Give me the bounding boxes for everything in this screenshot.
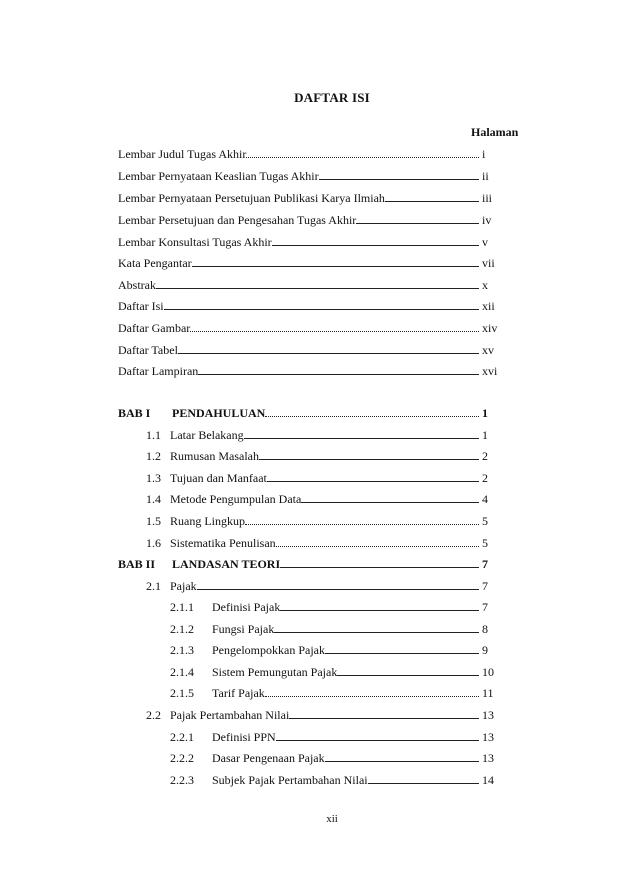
toc-subsection[interactable] — [170, 730, 504, 744]
section-number: 1.4 — [146, 492, 161, 506]
page-number-footer: xii — [326, 813, 338, 825]
toc-entry-page: 7 — [482, 557, 488, 571]
subsection-number: 2.2.1 — [170, 730, 194, 744]
toc-entry-page: iv — [482, 213, 492, 227]
toc-entry-page: xiv — [482, 321, 498, 335]
leader-line — [325, 653, 479, 654]
toc-entry-label: Lembar Judul Tugas Akhir — [118, 147, 247, 161]
toc-entry-page: 11 — [482, 686, 494, 700]
toc-entry-page: 2 — [482, 449, 488, 463]
toc-entry[interactable] — [118, 235, 504, 249]
leader-line — [259, 459, 479, 460]
leader-line — [280, 610, 479, 611]
chapter-number: BAB I — [118, 406, 151, 420]
leader-line — [265, 416, 479, 417]
toc-entry-label: Abstrak — [118, 278, 156, 292]
toc-entry-page: 10 — [482, 665, 494, 679]
toc-entry-page: vii — [482, 256, 495, 270]
leader-line — [244, 438, 479, 439]
section-number: 1.2 — [146, 449, 161, 463]
section-title: Metode Pengumpulan Data — [170, 492, 302, 506]
toc-entry-page: 2 — [482, 471, 488, 485]
toc-entry[interactable] — [118, 278, 504, 292]
toc-subsection[interactable] — [170, 622, 504, 636]
leader-line — [337, 675, 479, 676]
section-number: 2.1 — [146, 579, 161, 593]
toc-entry[interactable] — [118, 364, 504, 378]
leader-line — [276, 546, 479, 547]
toc-entry-page: 13 — [482, 751, 494, 765]
section-title: Pajak Pertambahan Nilai — [170, 708, 290, 722]
toc-entry-page: iii — [482, 191, 493, 205]
subsection-title: Pengelompokkan Pajak — [212, 643, 325, 657]
toc-entry-label: Lembar Pernyataan Persetujuan Publikasi Karya Ilmiah — [118, 191, 385, 205]
toc-entry-page: i — [482, 147, 486, 161]
leader-line — [274, 632, 479, 633]
toc-entry-page: xv — [482, 343, 494, 357]
toc-entry-page: 8 — [482, 622, 488, 636]
section-number: 1.6 — [146, 536, 161, 550]
toc-subsection[interactable] — [170, 600, 504, 614]
toc-chapter[interactable] — [118, 557, 504, 571]
toc-entry-label: Daftar Gambar — [118, 321, 191, 335]
toc-entry-page: 1 — [482, 428, 488, 442]
chapter-title: PENDAHULUAN — [172, 406, 266, 420]
section-title: Sistematika Penulisan — [170, 536, 276, 550]
leader-line — [385, 201, 479, 202]
subsection-title: Subjek Pajak Pertambahan Nilai — [212, 773, 368, 787]
section-title: Pajak — [170, 579, 197, 593]
subsection-title: Sistem Pemungutan Pajak — [212, 665, 338, 679]
subsection-number: 2.1.5 — [170, 686, 194, 700]
toc-section[interactable] — [146, 514, 504, 528]
section-title: Rumusan Masalah — [170, 449, 259, 463]
toc-chapter[interactable] — [118, 406, 504, 420]
page-column-header: Halaman — [471, 125, 519, 139]
toc-section[interactable] — [146, 471, 504, 485]
toc-entry[interactable] — [118, 147, 504, 161]
chapter-title: LANDASAN TEORI — [172, 557, 281, 571]
toc-subsection[interactable] — [170, 751, 504, 765]
toc-entry-page: 7 — [482, 600, 488, 614]
section-title: Tujuan dan Manfaat — [170, 471, 267, 485]
toc-entry-label: Lembar Persetujuan dan Pengesahan Tugas Akhir — [118, 213, 357, 227]
subsection-number: 2.1.2 — [170, 622, 194, 636]
section-title: Latar Belakang — [170, 428, 244, 442]
leader-line — [198, 374, 479, 375]
toc-entry-page: 5 — [482, 536, 488, 550]
section-number: 2.2 — [146, 708, 161, 722]
leader-line — [368, 783, 479, 784]
toc-entry-label: Kata Pengantar — [118, 256, 192, 270]
section-number: 1.5 — [146, 514, 161, 528]
toc-entry-page: 5 — [482, 514, 488, 528]
section-number: 1.3 — [146, 471, 161, 485]
toc-entry-page: xii — [482, 299, 495, 313]
toc-subsection[interactable] — [170, 643, 504, 657]
toc-entry-page: 4 — [482, 492, 488, 506]
section-title: Ruang Lingkup — [170, 514, 245, 528]
toc-entry-page: 1 — [482, 406, 488, 420]
toc-entry-label: Daftar Lampiran — [118, 364, 199, 378]
leader-line — [301, 502, 479, 503]
toc-section[interactable] — [146, 708, 504, 722]
toc-entry[interactable] — [118, 213, 504, 227]
toc-section[interactable] — [146, 449, 504, 463]
toc-entry[interactable] — [118, 321, 504, 335]
subsection-title: Dasar Pengenaan Pajak — [212, 751, 325, 765]
toc-entry[interactable] — [118, 256, 504, 270]
leader-line — [276, 740, 479, 741]
chapter-number: BAB II — [118, 557, 156, 571]
subsection-number: 2.2.3 — [170, 773, 194, 787]
subsection-title: Definisi Pajak — [212, 600, 281, 614]
toc-entry-page: x — [482, 278, 488, 292]
leader-line — [178, 353, 479, 354]
toc-section[interactable] — [146, 428, 504, 442]
toc-entry-page: 7 — [482, 579, 488, 593]
toc-subsection[interactable] — [170, 686, 504, 700]
leader-line — [272, 245, 479, 246]
leader-line — [289, 718, 479, 719]
leader-line — [245, 524, 479, 525]
toc-entry-page: ii — [482, 169, 489, 183]
toc-entry[interactable] — [118, 299, 504, 313]
leader-line — [319, 179, 479, 180]
leader-line — [197, 589, 479, 590]
toc-entry-page: v — [482, 235, 488, 249]
toc-entry-label: Daftar Isi — [118, 299, 164, 313]
toc-entry[interactable] — [118, 169, 504, 183]
toc-section[interactable] — [146, 579, 504, 593]
leader-line — [280, 567, 479, 568]
leader-line — [156, 288, 479, 289]
leader-line — [246, 157, 479, 158]
toc-entry-page: 13 — [482, 708, 494, 722]
toc-entry-label: Lembar Pernyataan Keaslian Tugas Akhir — [118, 169, 319, 183]
toc-entry-page: 9 — [482, 643, 488, 657]
toc-entry-label: Daftar Tabel — [118, 343, 178, 357]
toc-section[interactable] — [146, 492, 504, 506]
leader-line — [190, 331, 479, 332]
toc-section[interactable] — [146, 536, 504, 550]
subsection-number: 2.1.4 — [170, 665, 194, 679]
subsection-title: Fungsi Pajak — [212, 622, 275, 636]
toc-entry-page: xvi — [482, 364, 498, 378]
toc-entry[interactable] — [118, 343, 504, 357]
subsection-number: 2.1.1 — [170, 600, 194, 614]
leader-line — [267, 481, 479, 482]
subsection-number: 2.1.3 — [170, 643, 194, 657]
leader-line — [265, 696, 479, 697]
subsection-title: Tarif Pajak — [212, 686, 265, 700]
toc-subsection[interactable] — [170, 773, 504, 787]
leader-line — [164, 309, 479, 310]
toc-subsection[interactable] — [170, 665, 504, 679]
leader-line — [192, 266, 479, 267]
leader-line — [325, 761, 479, 762]
toc-entry-page: 14 — [482, 773, 494, 787]
subsection-title: Definisi PPN — [212, 730, 276, 744]
toc-entry[interactable] — [118, 191, 504, 205]
leader-line — [356, 223, 479, 224]
page-title: DAFTAR ISI — [294, 90, 370, 105]
toc-entry-label: Lembar Konsultasi Tugas Akhir — [118, 235, 272, 249]
section-number: 1.1 — [146, 428, 161, 442]
toc-entry-page: 13 — [482, 730, 494, 744]
subsection-number: 2.2.2 — [170, 751, 194, 765]
